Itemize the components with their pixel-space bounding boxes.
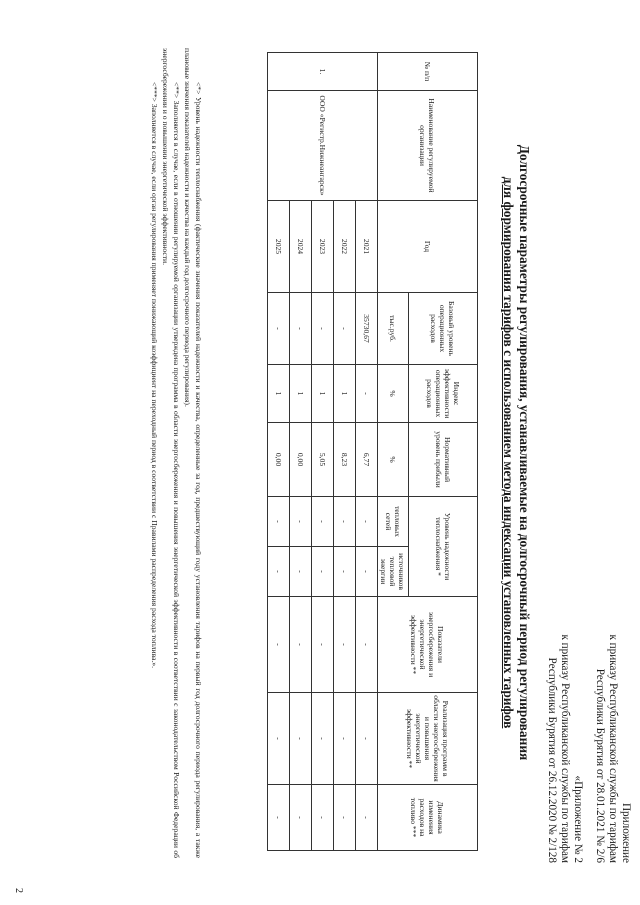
sources-cell: - [312, 547, 334, 597]
annotation-line: Республики Бурятия от 28.01.2021 № 2/6 [594, 668, 606, 863]
sources-cell: - [334, 547, 356, 597]
networks-cell: - [312, 497, 334, 547]
networks-cell: - [268, 497, 290, 547]
base-cell: - [268, 293, 290, 365]
header-cell: Показатели энергосбережения и энергетической эффективности ** [378, 597, 478, 693]
year-cell: 2022 [334, 201, 356, 293]
base-cell: - [312, 293, 334, 365]
unit-cell: тыс.руб. [378, 293, 409, 365]
program-cell: - [312, 693, 334, 785]
header-cell: Год [378, 201, 478, 293]
sources-cell: - [268, 547, 290, 597]
footnote: <*> Уровень надежности теплоснабжения (фактические значения показателей надежности и качества, определенные за год, предшествующий году установления тарифов на первый год долгосрочного периода регулирования, а также плановые значения показателей надежности и качества на каждый год долгосрочного периода регулирования). [183, 48, 203, 858]
parameters-table [267, 52, 478, 851]
networks-cell: - [334, 497, 356, 547]
index-cell: 1 [312, 365, 334, 423]
organization-cell: ООО «Регистр.Нижнеангарск» [268, 91, 378, 201]
header-cell: Реализация программ в области энергосбережения и повышения энергетической эффективности ** [378, 693, 478, 785]
profit-cell: 0,00 [268, 423, 290, 497]
base-cell: 35730,67 [356, 293, 378, 365]
year-cell: 2024 [290, 201, 312, 293]
footnotes [149, 48, 204, 858]
row-number-cell: 1. [268, 53, 378, 91]
base-cell: - [334, 293, 356, 365]
profit-cell: 6,77 [356, 423, 378, 497]
header-cell: Динамика изменения расходов на топливо *** [378, 785, 478, 851]
year-cell: 2025 [268, 201, 290, 293]
annotation-line: к приказу Республиканской службы по тарифам [559, 634, 571, 863]
appendix-annotation-2 [545, 523, 584, 863]
profit-cell: 5,05 [312, 423, 334, 497]
header-cell: Индекс эффективности операционных расходов [409, 365, 478, 423]
header-cell: Наименование регулируемой организации [378, 91, 478, 201]
program-cell: - [356, 693, 378, 785]
energy-cell: - [268, 597, 290, 693]
networks-cell: - [356, 497, 378, 547]
base-cell: - [290, 293, 312, 365]
sources-cell: - [356, 547, 378, 597]
table-row [356, 53, 378, 851]
table-header-row [409, 53, 478, 851]
title-line-2: для формирования тарифов с использованием метода индексации установленных тарифов [501, 176, 516, 729]
header-cell: № п/п [378, 53, 478, 91]
fuel-cell: - [268, 785, 290, 851]
networks-cell: - [290, 497, 312, 547]
unit-cell: % [378, 365, 409, 423]
fuel-cell: - [312, 785, 334, 851]
fuel-cell: - [356, 785, 378, 851]
index-cell: - [356, 365, 378, 423]
header-cell: источников тепловой энергии [378, 547, 409, 597]
energy-cell: - [290, 597, 312, 693]
program-cell: - [290, 693, 312, 785]
header-cell: тепловых сетей [378, 497, 409, 547]
title-line-1: Долгосрочные параметры регулирования, устанавливаемые на долгосрочный период регулирования [517, 144, 532, 761]
profit-cell: 0,00 [290, 423, 312, 497]
energy-cell: - [356, 597, 378, 693]
year-cell: 2021 [356, 201, 378, 293]
annotation-line: Республики Бурятия от 26.12.2020 № 2/128 [546, 657, 558, 863]
energy-cell: - [312, 597, 334, 693]
fuel-cell: - [290, 785, 312, 851]
program-cell: - [334, 693, 356, 785]
annotation-line: «Приложение № 2 [572, 775, 584, 863]
program-cell: - [268, 693, 290, 785]
fuel-cell: - [334, 785, 356, 851]
footnote: <**> Заполняется в случае, если в отношении регулируемой организации утверждена программа в области энергосбережения и повышения энергетической эффективности в соответствии с законодательством Российской Федерации об энергосбережении и о повышении энергетической эффективности. [161, 48, 181, 858]
year-cell: 2023 [312, 201, 334, 293]
index-cell: 1 [334, 365, 356, 423]
sources-cell: - [290, 547, 312, 597]
energy-cell: - [334, 597, 356, 693]
appendix-annotation [593, 523, 632, 863]
profit-cell: 8,23 [334, 423, 356, 497]
header-cell: Базовый уровень операционных расходов [409, 293, 478, 365]
page-number: 2 [13, 888, 24, 893]
index-cell: 1 [268, 365, 290, 423]
header-cell: Нормативный уровень прибыли [409, 423, 478, 497]
annotation-line: к приказу Республиканской службы по тарифам [607, 634, 619, 863]
document-title [500, 0, 532, 905]
footnote: <***> Заполняется в случае, если орган регулирования применяет понижающий коэффициент на переходный период в соответствии с Правилами распределения расхода топлива.». [150, 82, 159, 669]
annotation-line: Приложение [620, 802, 632, 863]
header-cell: Уровень надежности теплоснабжения * [409, 497, 478, 597]
unit-cell: % [378, 423, 409, 497]
index-cell: 1 [290, 365, 312, 423]
